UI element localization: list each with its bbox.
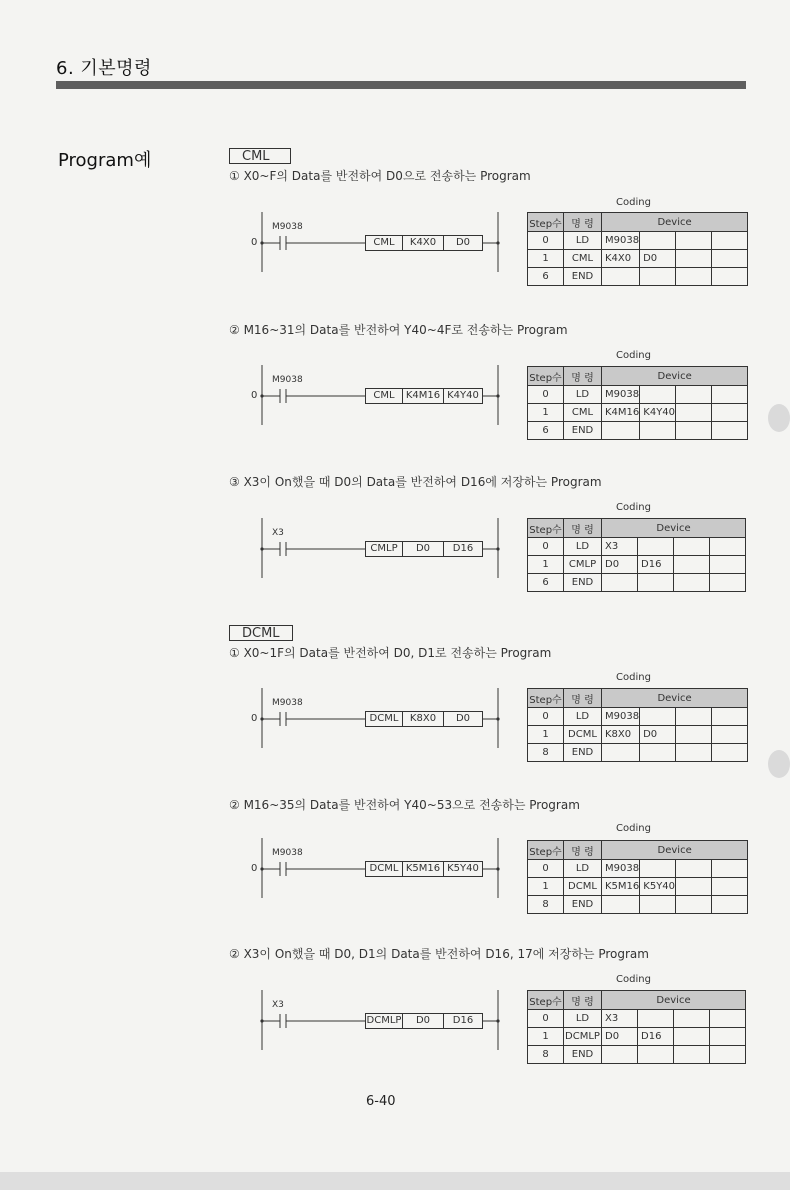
step-cell: 0	[528, 538, 564, 556]
coding-table	[527, 688, 748, 762]
scan-edge	[0, 1172, 790, 1190]
example-statement: ① X0~F의 Data를 반전하여 D0으로 전송하는 Program	[229, 169, 531, 183]
device-cell: D0	[640, 726, 676, 744]
device-cell	[602, 896, 640, 914]
column-command: 명 령	[564, 519, 602, 538]
contact-label: M9038	[272, 698, 303, 708]
command-cell: END	[564, 574, 602, 592]
device-cell	[674, 1010, 710, 1028]
device-cell	[712, 422, 748, 440]
step-number: 0	[251, 863, 258, 874]
instruction-box	[365, 861, 483, 877]
instruction-operand: D0	[402, 542, 443, 556]
column-step: Step수	[528, 991, 564, 1010]
device-cell: D0	[602, 1028, 638, 1046]
instruction-operand: D0	[443, 712, 482, 726]
device-cell	[602, 574, 638, 592]
device-cell	[640, 386, 676, 404]
device-cell	[712, 232, 748, 250]
rung-node	[496, 394, 499, 397]
command-cell: LD	[564, 538, 602, 556]
ladder-lines	[250, 990, 505, 1070]
device-cell	[640, 860, 676, 878]
example-statement: ② M16~31의 Data를 반전하여 Y40~4F로 전송하는 Program	[229, 323, 568, 337]
device-cell	[602, 268, 640, 286]
rung-node	[260, 717, 263, 720]
column-device: Device	[602, 841, 748, 860]
device-cell: D0	[640, 250, 676, 268]
device-cell	[674, 1028, 710, 1046]
device-cell	[640, 232, 676, 250]
command-cell: DCMLP	[564, 1028, 602, 1046]
coding-table-header	[528, 213, 748, 232]
instruction-operand: D16	[443, 1014, 482, 1028]
command-cell: END	[564, 268, 602, 286]
step-number: 0	[251, 390, 258, 401]
column-device: Device	[602, 213, 748, 232]
device-cell	[676, 708, 712, 726]
command-cell: LD	[564, 386, 602, 404]
ladder-diagram	[250, 212, 505, 292]
coding-table	[527, 366, 748, 440]
column-step: Step수	[528, 213, 564, 232]
device-cell	[712, 744, 748, 762]
step-cell: 1	[528, 556, 564, 574]
device-cell	[674, 574, 710, 592]
device-cell	[712, 708, 748, 726]
device-cell	[640, 422, 676, 440]
coding-table-row	[528, 250, 748, 268]
device-cell	[712, 404, 748, 422]
device-cell	[602, 744, 640, 762]
step-number: 0	[251, 713, 258, 724]
coding-table-header	[528, 519, 746, 538]
rung-node	[260, 547, 263, 550]
column-device: Device	[602, 689, 748, 708]
device-cell	[676, 744, 712, 762]
step-cell: 8	[528, 744, 564, 762]
device-cell	[710, 538, 746, 556]
instruction-operand: K4M16	[402, 389, 443, 403]
device-cell: M9038	[602, 232, 640, 250]
example-statement: ③ X3이 On했을 때 D0의 Data를 반전하여 D16에 저장하는 Program	[229, 475, 602, 489]
device-cell	[640, 268, 676, 286]
device-cell: K4Y40	[640, 404, 676, 422]
command-cell: CML	[564, 404, 602, 422]
column-device: Device	[602, 367, 748, 386]
device-cell	[710, 1028, 746, 1046]
command-cell: CMLP	[564, 556, 602, 574]
device-cell	[710, 574, 746, 592]
column-device: Device	[602, 519, 746, 538]
coding-table	[527, 212, 748, 286]
device-cell	[676, 860, 712, 878]
coding-label: Coding	[616, 502, 651, 513]
instruction-operand: K8X0	[402, 712, 443, 726]
command-cell: LD	[564, 708, 602, 726]
device-cell	[674, 556, 710, 574]
device-cell	[638, 538, 674, 556]
step-cell: 1	[528, 878, 564, 896]
instruction-operand: K4Y40	[443, 389, 482, 403]
column-command: 명 령	[564, 991, 602, 1010]
column-command: 명 령	[564, 213, 602, 232]
rung-node	[496, 241, 499, 244]
device-cell	[710, 1046, 746, 1064]
instruction-operand: DCML	[369, 713, 399, 724]
instruction-box	[365, 388, 483, 404]
coding-table-row	[528, 268, 748, 286]
coding-table-header	[528, 991, 746, 1010]
binder-hole-mark	[768, 404, 790, 432]
ladder-diagram	[250, 990, 505, 1070]
device-cell	[712, 896, 748, 914]
device-cell: D16	[638, 1028, 674, 1046]
device-cell	[712, 726, 748, 744]
example-statement: ② X3이 On했을 때 D0, D1의 Data를 반전하여 D16, 17에 저장하는 Program	[229, 947, 649, 961]
coding-label: Coding	[616, 197, 651, 208]
device-cell	[712, 268, 748, 286]
device-cell	[676, 232, 712, 250]
command-cell: CML	[564, 250, 602, 268]
contact-label: M9038	[272, 848, 303, 858]
instruction-operand: D0	[402, 1014, 443, 1028]
header-rule	[56, 81, 746, 89]
device-cell	[676, 726, 712, 744]
ladder-lines	[250, 518, 505, 598]
command-cell: DCML	[564, 726, 602, 744]
step-cell: 6	[528, 574, 564, 592]
contact-label: M9038	[272, 222, 303, 232]
device-cell: X3	[602, 538, 638, 556]
column-command: 명 령	[564, 367, 602, 386]
rung-node	[260, 1019, 263, 1022]
device-cell: M9038	[602, 386, 640, 404]
coding-table	[527, 840, 748, 914]
device-cell	[712, 878, 748, 896]
device-cell	[638, 1010, 674, 1028]
step-cell: 1	[528, 1028, 564, 1046]
device-cell: M9038	[602, 860, 640, 878]
device-cell	[674, 538, 710, 556]
device-cell	[674, 1046, 710, 1064]
instruction-operand: K5M16	[402, 862, 443, 876]
device-cell: M9038	[602, 708, 640, 726]
step-cell: 8	[528, 1046, 564, 1064]
rung-node	[260, 394, 263, 397]
command-cell: LD	[564, 1010, 602, 1028]
step-cell: 6	[528, 268, 564, 286]
coding-table-row	[528, 232, 748, 250]
instruction-box	[365, 711, 483, 727]
rung-node	[260, 241, 263, 244]
coding-table-row	[528, 556, 746, 574]
coding-table	[527, 518, 746, 592]
device-cell	[676, 404, 712, 422]
command-cell: END	[564, 422, 602, 440]
command-cell: END	[564, 744, 602, 762]
coding-table-header	[528, 689, 748, 708]
coding-table-row	[528, 404, 748, 422]
ladder-diagram	[250, 365, 505, 445]
device-cell	[676, 422, 712, 440]
contact-label: X3	[272, 1000, 284, 1010]
device-cell	[640, 744, 676, 762]
coding-label: Coding	[616, 974, 651, 985]
step-cell: 0	[528, 232, 564, 250]
column-step: Step수	[528, 689, 564, 708]
coding-table-row	[528, 860, 748, 878]
coding-table-header	[528, 841, 748, 860]
instruction-operand: DCMLP	[366, 1015, 402, 1026]
device-cell: K4M16	[602, 404, 640, 422]
instruction-operand: K4X0	[402, 236, 443, 250]
coding-table-row	[528, 896, 748, 914]
step-cell: 1	[528, 726, 564, 744]
coding-label: Coding	[616, 823, 651, 834]
example-statement: ② M16~35의 Data를 반전하여 Y40~53으로 전송하는 Program	[229, 798, 580, 812]
step-cell: 0	[528, 860, 564, 878]
device-cell	[676, 268, 712, 286]
rung-node	[260, 867, 263, 870]
rung-node	[496, 1019, 499, 1022]
instruction-operand: CML	[373, 390, 395, 401]
command-cell: LD	[564, 232, 602, 250]
coding-table-row	[528, 1028, 746, 1046]
device-cell	[676, 386, 712, 404]
device-cell	[602, 422, 640, 440]
device-cell: K4X0	[602, 250, 640, 268]
contact-label: X3	[272, 528, 284, 538]
rung-node	[496, 547, 499, 550]
device-cell: K5M16	[602, 878, 640, 896]
device-cell	[640, 896, 676, 914]
column-command: 명 령	[564, 689, 602, 708]
step-cell: 6	[528, 422, 564, 440]
device-cell	[602, 1046, 638, 1064]
instruction-operand: K5Y40	[443, 862, 482, 876]
ladder-diagram	[250, 518, 505, 598]
device-cell	[676, 896, 712, 914]
coding-table-row	[528, 744, 748, 762]
device-cell: K8X0	[602, 726, 640, 744]
contact-label: M9038	[272, 375, 303, 385]
instruction-operand: D0	[443, 236, 482, 250]
step-cell: 1	[528, 250, 564, 268]
step-cell: 0	[528, 1010, 564, 1028]
page-number: 6-40	[366, 1094, 396, 1109]
column-command: 명 령	[564, 841, 602, 860]
ladder-diagram	[250, 688, 505, 768]
coding-table-row	[528, 1046, 746, 1064]
step-cell: 1	[528, 404, 564, 422]
coding-table-row	[528, 422, 748, 440]
device-cell	[638, 574, 674, 592]
instruction-box	[365, 1013, 483, 1029]
device-cell	[640, 708, 676, 726]
column-step: Step수	[528, 841, 564, 860]
instruction-box	[365, 541, 483, 557]
device-cell	[710, 556, 746, 574]
coding-table-row	[528, 708, 748, 726]
coding-table-row	[528, 538, 746, 556]
coding-table-row	[528, 574, 746, 592]
ladder-diagram	[250, 838, 505, 918]
device-cell	[710, 1010, 746, 1028]
binder-hole-mark	[768, 750, 790, 778]
command-cell: DCML	[564, 878, 602, 896]
command-cell: END	[564, 896, 602, 914]
command-cell: LD	[564, 860, 602, 878]
command-cell: END	[564, 1046, 602, 1064]
device-cell	[638, 1046, 674, 1064]
coding-label: Coding	[616, 672, 651, 683]
device-cell	[712, 250, 748, 268]
device-cell	[712, 860, 748, 878]
step-cell: 8	[528, 896, 564, 914]
coding-table-row	[528, 386, 748, 404]
column-device: Device	[602, 991, 746, 1010]
step-cell: 0	[528, 386, 564, 404]
instruction-operand: CMLP	[370, 543, 398, 554]
device-cell: K5Y40	[640, 878, 676, 896]
instruction-operand: D16	[443, 542, 482, 556]
command-name-box: CML	[229, 148, 291, 164]
device-cell: X3	[602, 1010, 638, 1028]
coding-table-row	[528, 1010, 746, 1028]
instruction-box	[365, 235, 483, 251]
example-statement: ① X0~1F의 Data를 반전하여 D0, D1로 전송하는 Program	[229, 646, 552, 660]
coding-table	[527, 990, 746, 1064]
coding-table-row	[528, 878, 748, 896]
device-cell	[676, 878, 712, 896]
coding-label: Coding	[616, 350, 651, 361]
command-name-box: DCML	[229, 625, 293, 641]
step-number: 0	[251, 237, 258, 248]
rung-node	[496, 717, 499, 720]
column-step: Step수	[528, 519, 564, 538]
chapter-title: 6. 기본명령	[56, 58, 152, 79]
column-step: Step수	[528, 367, 564, 386]
device-cell: D16	[638, 556, 674, 574]
step-cell: 0	[528, 708, 564, 726]
coding-table-row	[528, 726, 748, 744]
side-label: Program예	[58, 150, 152, 171]
instruction-operand: DCML	[369, 863, 399, 874]
rung-node	[496, 867, 499, 870]
instruction-operand: CML	[373, 237, 395, 248]
device-cell: D0	[602, 556, 638, 574]
device-cell	[712, 386, 748, 404]
device-cell	[676, 250, 712, 268]
coding-table-header	[528, 367, 748, 386]
